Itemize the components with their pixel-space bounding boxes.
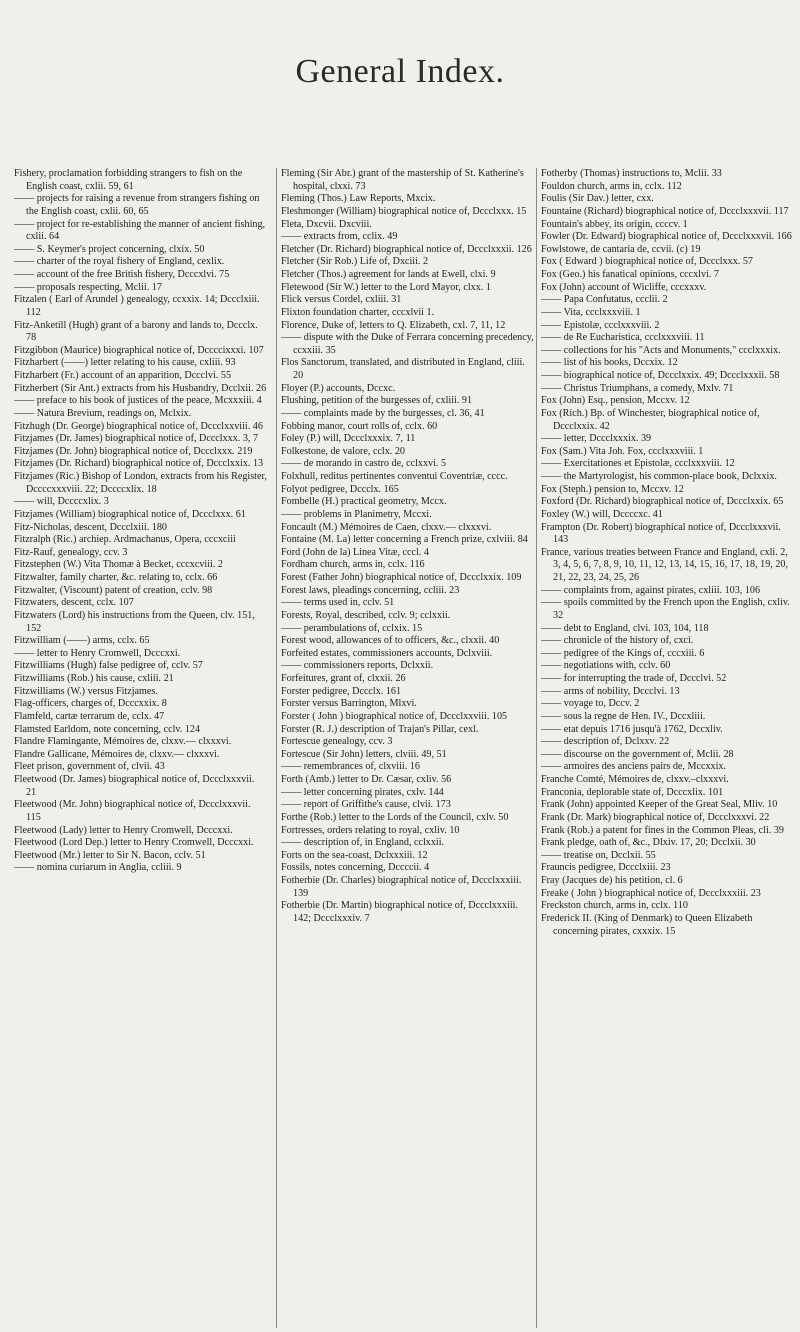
index-entry: Flixton foundation charter, cccxlvii 1. bbox=[281, 306, 435, 318]
index-entry: Frampton (Dr. Robert) biographical notice of, Dccclxxxvii. 143 bbox=[541, 521, 781, 546]
index-entry: Folyot pedigree, Dccclx. 165 bbox=[281, 483, 399, 495]
index-entry: —— S. Keymer's project concerning, clxix. 50 bbox=[14, 243, 205, 255]
index-entry: Forest (Father John) biographical notice of, Dccclxxix. 109 bbox=[281, 572, 522, 583]
index-entry: Fox ( Edward ) biographical notice of, Dccclxxx. 57 bbox=[541, 256, 753, 268]
index-entry: —— complaints from, against pirates, cxliii. 103, 106 bbox=[541, 584, 761, 596]
index-entry: Franche Comté, Mémoires de, clxxv.–clxxxvi. bbox=[541, 774, 729, 785]
index-entry: Foley (P.) will, Dccclxxxix. 7, 11 bbox=[281, 433, 416, 445]
index-entry: —— description of, Dclxxv. 22 bbox=[541, 736, 670, 748]
index-entry: —— pedigree of the Kings of, cccxiii. 6 bbox=[541, 647, 705, 659]
index-entry: Forest wood, allowances of to officers, &c., clxxii. 40 bbox=[281, 635, 500, 647]
index-entry: Fleetwood (Mr. John) biographical notice of, Dccclxxxvii. 115 bbox=[14, 799, 251, 823]
index-entry: Fitz-Nicholas, descent, Dccclxiii. 180 bbox=[14, 521, 167, 533]
index-entry: Flamsted Earldom, note concerning, cclv. 124 bbox=[14, 723, 201, 735]
index-entry: Frank (Rob.) a patent for fines in the Common Pleas, cli. 39 bbox=[541, 824, 784, 836]
index-entry: Fitzwilliam (——) arms, cclx. 65 bbox=[14, 635, 150, 647]
index-column-2 bbox=[276, 168, 534, 1328]
index-entry: —— discourse on the government of, Mclii. 28 bbox=[541, 748, 734, 760]
index-column-1 bbox=[14, 168, 267, 875]
index-entry: Fishery, proclamation forbidding strangers to fish on the English coast, cxlii. 59, 61 bbox=[14, 168, 243, 192]
index-entry: Flandre Gallicane, Mémoires de, clxxv.— clxxxvi. bbox=[14, 748, 220, 760]
index-entry: —— letter concerning pirates, cxlv. 144 bbox=[281, 786, 444, 798]
index-entry: —— commissioners reports, Dclxxii. bbox=[281, 660, 434, 672]
index-entry: Flushing, petition of the burgesses of, cxliii. 91 bbox=[281, 395, 473, 407]
index-entry: Fountaine (Richard) biographical notice of, Dccclxxxvii. 117 bbox=[541, 205, 789, 217]
index-entry: —— letter, Dccclxxxix. 39 bbox=[541, 433, 652, 445]
index-entry: —— for interrupting the trade of, Dccclvi. 52 bbox=[541, 673, 727, 684]
index-entry: Franconia, deplorable state of, Dcccxlix. 101 bbox=[541, 786, 724, 798]
index-entry: Frank (John) appointed Keeper of the Great Seal, Mliv. 10 bbox=[541, 799, 778, 811]
index-entry: Fleetwood (Lady) letter to Henry Cromwell, Dcccxxi. bbox=[14, 824, 233, 836]
index-entry: —— negotiations with, cclv. 60 bbox=[541, 660, 671, 672]
index-entry: Fowler (Dr. Edward) biographical notice of, Dccclxxxvii. 166 bbox=[541, 231, 792, 243]
index-entry: —— complaints made by the burgesses, cl. 36, 41 bbox=[281, 407, 485, 419]
index-entry: Florence, Duke of, letters to Q. Elizabeth, cxl. 7, 11, 12 bbox=[281, 319, 506, 331]
index-entry: Fitzjames (William) biographical notice of, Dccclxxx. 61 bbox=[14, 508, 246, 520]
index-entry: Fitzherbert (Sir Ant.) extracts from his Husbandry, Dcclxii. 26 bbox=[14, 382, 267, 394]
index-entry: Fortresses, orders relating to royal, cxliv. 10 bbox=[281, 824, 460, 836]
index-entry: Fouldon church, arms in, cclx. 112 bbox=[541, 180, 682, 192]
index-entry: Flamfeld, cartæ terrarum de, cclx. 47 bbox=[14, 710, 165, 722]
index-entry: Flick versus Cordel, cxliii. 31 bbox=[281, 294, 402, 306]
index-entry: Fitzjames (Ric.) Bishop of London, extracts from his Register, Dccccxxxviii. 22; Dccccxlix. 18 bbox=[14, 471, 267, 495]
index-entry: Fotherbie (Dr. Martin) biographical notice of, Dccclxxxiii. 142; Dccclxxxiv. 7 bbox=[281, 900, 519, 924]
index-entry: Fitzwilliams (Rob.) his cause, cxliii. 21 bbox=[14, 673, 174, 684]
index-entry: —— arms of nobility, Dccclvi. 13 bbox=[541, 685, 680, 697]
index-entry: Forthe (Rob.) letter to the Lords of the Council, cxlv. 50 bbox=[281, 811, 509, 823]
index-entry: —— Vita, ccclxxxviii. 1 bbox=[541, 306, 641, 318]
index-entry: Fitzgibbon (Maurice) biographical notice of, Dccccixxxi. 107 bbox=[14, 344, 264, 356]
index-entry: Fox (Sam.) Vita Joh. Fox, ccclxxxviii. 1 bbox=[541, 445, 704, 457]
index-entry: —— de morando in castro de, cclxxvi. 5 bbox=[281, 458, 447, 470]
index-entry: Fitzstephen (W.) Vita Thomæ à Becket, cccxcviii. 2 bbox=[14, 559, 223, 571]
index-entry: —— armoires des anciens pairs de, Mccxxix. bbox=[541, 761, 727, 773]
index-entry: Fordham church, arms in, cclx. 116 bbox=[281, 559, 425, 571]
index-entry: Foxford (Dr. Richard) biographical notice of, Dccclxxix. 65 bbox=[541, 496, 784, 508]
index-entry: —— projects for raising a revenue from strangers fishing on the English coast, cxlii. 60, 65 bbox=[14, 193, 260, 217]
index-entry: Fotherby (Thomas) instructions to, Mclii. 33 bbox=[541, 168, 722, 179]
index-entry: Fitzwalter, family charter, &c. relating to, cclx. 66 bbox=[14, 572, 218, 583]
index-entry: —— dispute with the Duke of Ferrara concerning precedency, ccxxiii. 35 bbox=[281, 332, 534, 356]
index-entry: Forster versus Barrington, Mlxvi. bbox=[281, 698, 417, 710]
index-entry: Folxhull, reditus pertinentes conventui Coventriæ, cccc. bbox=[281, 471, 508, 482]
page-title: General Index. bbox=[295, 52, 505, 90]
index-entry: Fitzjames (Dr. John) biographical notice of, Dccclxxx. 219 bbox=[14, 445, 253, 457]
index-entry: Fox (Rich.) Bp. of Winchester, biographical notice of, Dccclxxix. 42 bbox=[541, 407, 760, 432]
index-entry: Forster (R. J.) description of Trajan's Pillar, cexl. bbox=[281, 723, 479, 735]
index-entry: —— Christus Triumphans, a comedy, Mxlv. 71 bbox=[541, 382, 734, 394]
index-entry: —— spoils committed by the French upon the English, cxliv. 32 bbox=[541, 597, 790, 621]
index-entry: Fortescue (Sir John) letters, clviii. 49, 51 bbox=[281, 748, 447, 760]
index-entry: Fitz-Anketill (Hugh) grant of a barony and lands to, Dccclx. 78 bbox=[14, 319, 258, 344]
index-entry: —— perambulations of, cclxix. 15 bbox=[281, 622, 423, 634]
index-entry: Fitzralph (Ric.) archiep. Ardmachanus, Opera, cccxciii bbox=[14, 534, 236, 546]
index-entry: —— letter to Henry Cromwell, Dcccxxi. bbox=[14, 647, 181, 659]
index-entry: —— chronicle of the history of, cxci. bbox=[541, 635, 694, 647]
index-entry: Fombelle (H.) practical geometry, Mccx. bbox=[281, 496, 447, 508]
index-entry: Fleta, Dxcvii. Dxcviii. bbox=[281, 218, 372, 230]
index-entry: Fox (Steph.) pension to, Mccxv. 12 bbox=[541, 483, 684, 495]
index-entry: —— debt to England, clvi. 103, 104, 118 bbox=[541, 622, 709, 634]
index-entry: —— Epistolæ, ccclxxxviii. 2 bbox=[541, 319, 660, 331]
index-entry: Fleshmonger (William) biographical notice of, Dccclxxx. 15 bbox=[281, 205, 527, 217]
index-entry: —— Natura Brevium, readings on, Mclxix. bbox=[14, 407, 192, 419]
index-entry: Fleet prison, government of, clvii. 43 bbox=[14, 761, 165, 773]
index-entry: Fobbing manor, court rolls of, cclx. 60 bbox=[281, 420, 438, 432]
index-entry: Folkestone, de valore, cclx. 20 bbox=[281, 445, 405, 457]
index-entry: Forts on the sea-coast, Dclxxxiii. 12 bbox=[281, 849, 428, 861]
index-entry: Fitzharbert (——) letter relating to his cause, cxliii. 93 bbox=[14, 357, 236, 369]
index-entry: Forfeitures, grant of, clxxii. 26 bbox=[281, 673, 406, 684]
index-entry: Fountain's abbey, its origin, ccccv. 1 bbox=[541, 218, 688, 230]
index-entry: Forster ( John ) biographical notice of, Dccclxxviii. 105 bbox=[281, 710, 508, 722]
index-entry: —— extracts from, cclix. 49 bbox=[281, 231, 398, 243]
index-entry: Fleming (Thos.) Law Reports, Mxcix. bbox=[281, 193, 436, 205]
index-entry: Fortescue genealogy, ccv. 3 bbox=[281, 736, 393, 748]
index-entry: —— will, Dccccxlix. 3 bbox=[14, 496, 109, 508]
index-entry: Forests, Royal, described, cclv. 9; cclxxii. bbox=[281, 609, 451, 621]
index-entry: —— voyage to, Dccv. 2 bbox=[541, 698, 640, 710]
index-entry: Fowlstowe, de cantaria de, ccvii. (c) 19 bbox=[541, 243, 701, 255]
index-entry: Fletcher (Sir Rob.) Life of, Dxciii. 2 bbox=[281, 256, 429, 268]
index-entry: Fitzwilliams (Hugh) false pedigree of, cclv. 57 bbox=[14, 660, 203, 672]
index-entry: Fitzwalter, (Viscount) patent of creation, cclv. 98 bbox=[14, 584, 213, 596]
index-entry: —— remembrances of, clxviii. 16 bbox=[281, 761, 420, 773]
index-entry: —— treatise on, Dcclxii. 55 bbox=[541, 849, 656, 861]
index-entry: Fleming (Sir Abr.) grant of the mastership of St. Katherine's hospital, clxxi. 73 bbox=[281, 168, 524, 192]
index-entry: Fitzjames (Dr. James) biographical notice of, Dccclxxx. 3, 7 bbox=[14, 433, 259, 445]
index-entry: Foxley (W.) will, Dccccxc. 41 bbox=[541, 508, 663, 520]
index-entry: Fox (John) account of Wicliffe, cccxxxv. bbox=[541, 281, 707, 293]
index-entry: —— nomina curiarum in Anglia, ccliii. 9 bbox=[14, 862, 182, 874]
index-entry: Fletcher (Dr. Richard) biographical notice of, Dccclxxxii. 126 bbox=[281, 243, 532, 255]
index-entry: —— report of Griffithe's cause, clvii. 173 bbox=[281, 799, 451, 811]
index-entry: Floyer (P.) accounts, Dccxc. bbox=[281, 382, 396, 394]
index-entry: Fitzjames (Dr. Richard) biographical notice of, Dccclxxix. 13 bbox=[14, 458, 264, 470]
index-entry: —— biographical notice of, Dccclxxix. 49; Dccclxxxii. 58 bbox=[541, 370, 780, 381]
index-entry: Fitzwilliams (W.) versus Fitzjames. bbox=[14, 685, 158, 697]
index-entry: Fitzwaters, descent, cclx. 107 bbox=[14, 597, 134, 609]
index-entry: Frauncis pedigree, Dccclxiii. 23 bbox=[541, 862, 671, 874]
index-entry: Fossils, notes concerning, Dccccii. 4 bbox=[281, 862, 430, 874]
index-entry: —— list of his books, Dccxix. 12 bbox=[541, 357, 678, 369]
index-entry: Fray (Jacques de) his petition, cl. 6 bbox=[541, 875, 683, 886]
index-entry: Forest laws, pleadings concerning, ccliii. 23 bbox=[281, 584, 460, 596]
index-entry: Fontaine (M. La) letter concerning a French prize, cxlviii. 84 bbox=[281, 534, 528, 546]
index-entry: —— description of, in England, cclxxii. bbox=[281, 837, 445, 849]
index-entry: Fitzwaters (Lord) his instructions from the Queen, clv. 151, 152 bbox=[14, 609, 255, 634]
index-entry: Flag-officers, charges of, Dcccxxix. 8 bbox=[14, 698, 167, 710]
index-entry: Fleetwood (Mr.) letter to Sir N. Bacon, cclv. 51 bbox=[14, 849, 206, 861]
index-entry: Frank (Dr. Mark) biographical notice of, Dccclxxxvi. 22 bbox=[541, 811, 770, 823]
index-entry: —— Exercitationes et Epistolæ, ccclxxxviii. 12 bbox=[541, 458, 735, 470]
index-entry: Fitzalen ( Earl of Arundel ) genealogy, ccxxix. 14; Dccclxiii. 112 bbox=[14, 294, 260, 318]
index-entry: —— proposals respecting, Mclii. 17 bbox=[14, 281, 162, 293]
index-entry: Fletcher (Thos.) agreement for lands at Ewell, clxi. 9 bbox=[281, 269, 496, 280]
index-entry: Fotherbie (Dr. Charles) biographical notice of, Dccclxxxiii. 139 bbox=[281, 875, 522, 899]
index-entry: Frederick II. (King of Denmark) to Queen Elizabeth concerning pirates, cxxxix. 15 bbox=[541, 912, 753, 937]
index-entry: —— etat depuis 1716 jusqu'à 1762, Dccxliv. bbox=[541, 723, 723, 735]
index-entry: Ford (John de la) Linea Vitæ, cccl. 4 bbox=[281, 546, 429, 558]
index-entry: Fletewood (Sir W.) letter to the Lord Mayor, clxx. 1 bbox=[281, 281, 491, 293]
index-entry: —— project for re-establishing the manner of ancient fishing, cxlii. 64 bbox=[14, 218, 266, 243]
index-entry: Flos Sanctorum, translated, and distributed in England, cliii. 20 bbox=[281, 357, 525, 381]
index-entry: —— charter of the royal fishery of England, cexlix. bbox=[14, 256, 225, 268]
index-entry: Fitzhugh (Dr. George) biographical notice of, Dccclxxviii. 46 bbox=[14, 420, 263, 432]
index-entry: Fitz-Rauf, genealogy, ccv. 3 bbox=[14, 546, 128, 558]
index-entry: Forfeited estates, commissioners accounts, Dclxviii. bbox=[281, 647, 493, 659]
index-entry: Forth (Amb.) letter to Dr. Cæsar, cxliv. 56 bbox=[281, 774, 452, 785]
index-entry: —— sous la regne de Hen. IV., Dccxliii. bbox=[541, 710, 706, 722]
index-entry: Freckston church, arms in, cclx. 110 bbox=[541, 900, 688, 912]
index-entry: —— the Martyrologist, his common-place book, Dclxxix. bbox=[541, 471, 777, 482]
index-column-3 bbox=[536, 168, 795, 1328]
index-entry: Fleetwood (Lord Dep.) letter to Henry Cromwell, Dcccxxi. bbox=[14, 837, 254, 849]
index-entry: —— Papa Confutatus, ccclii. 2 bbox=[541, 294, 668, 306]
index-entry: —— terms used in, cclv. 51 bbox=[281, 597, 395, 609]
index-entry: Fleetwood (Dr. James) biographical notice of, Dccclxxxvii. 21 bbox=[14, 774, 255, 798]
index-entry: —— de Re Eucharistica, ccclxxxviii. 11 bbox=[541, 332, 705, 344]
index-entry: —— account of the free British fishery, Dcccxlvi. 75 bbox=[14, 269, 230, 280]
index-entry: Foncault (M.) Mémoires de Caen, clxxv.— clxxxvi. bbox=[281, 521, 492, 533]
index-entry: Freake ( John ) biographical notice of, Dccclxxxiii. 23 bbox=[541, 887, 761, 899]
index-entry: Foulis (Sir Dav.) letter, cxx. bbox=[541, 193, 654, 205]
index-entry: —— problems in Planimetry, Mccxi. bbox=[281, 508, 432, 520]
index-entry: —— collections for his "Acts and Monuments," ccclxxxix. bbox=[541, 344, 781, 356]
index-entry: Frank pledge, oath of, &c., Dlxiv. 17, 20; Dcclxii. 30 bbox=[541, 837, 756, 849]
index-entry: Flandre Flamingante, Mémoires de, clxxv.— clxxxvi. bbox=[14, 736, 232, 748]
index-entry: —— preface to his book of justices of the peace, Mcxxxiii. 4 bbox=[14, 395, 262, 407]
index-entry: France, various treaties between France and England, cxli. 2, 3, 4, 5, 6, 7, 8, 9, 10, 11, 12, 13, 14, 15, 16, 17, 18, 19, 20, 21, 22, 23, 24, 25, 26 bbox=[541, 546, 789, 583]
index-entry: Fitzharbert (Fr.) account of an apparition, Dccclvi. 55 bbox=[14, 370, 232, 381]
index-entry: Forster pedigree, Dccclx. 161 bbox=[281, 685, 402, 697]
index-entry: Fox (Geo.) his fanatical opinions, cccxlvi. 7 bbox=[541, 269, 719, 280]
index-entry: Fox (John) Esq., pension, Mccxv. 12 bbox=[541, 395, 690, 407]
